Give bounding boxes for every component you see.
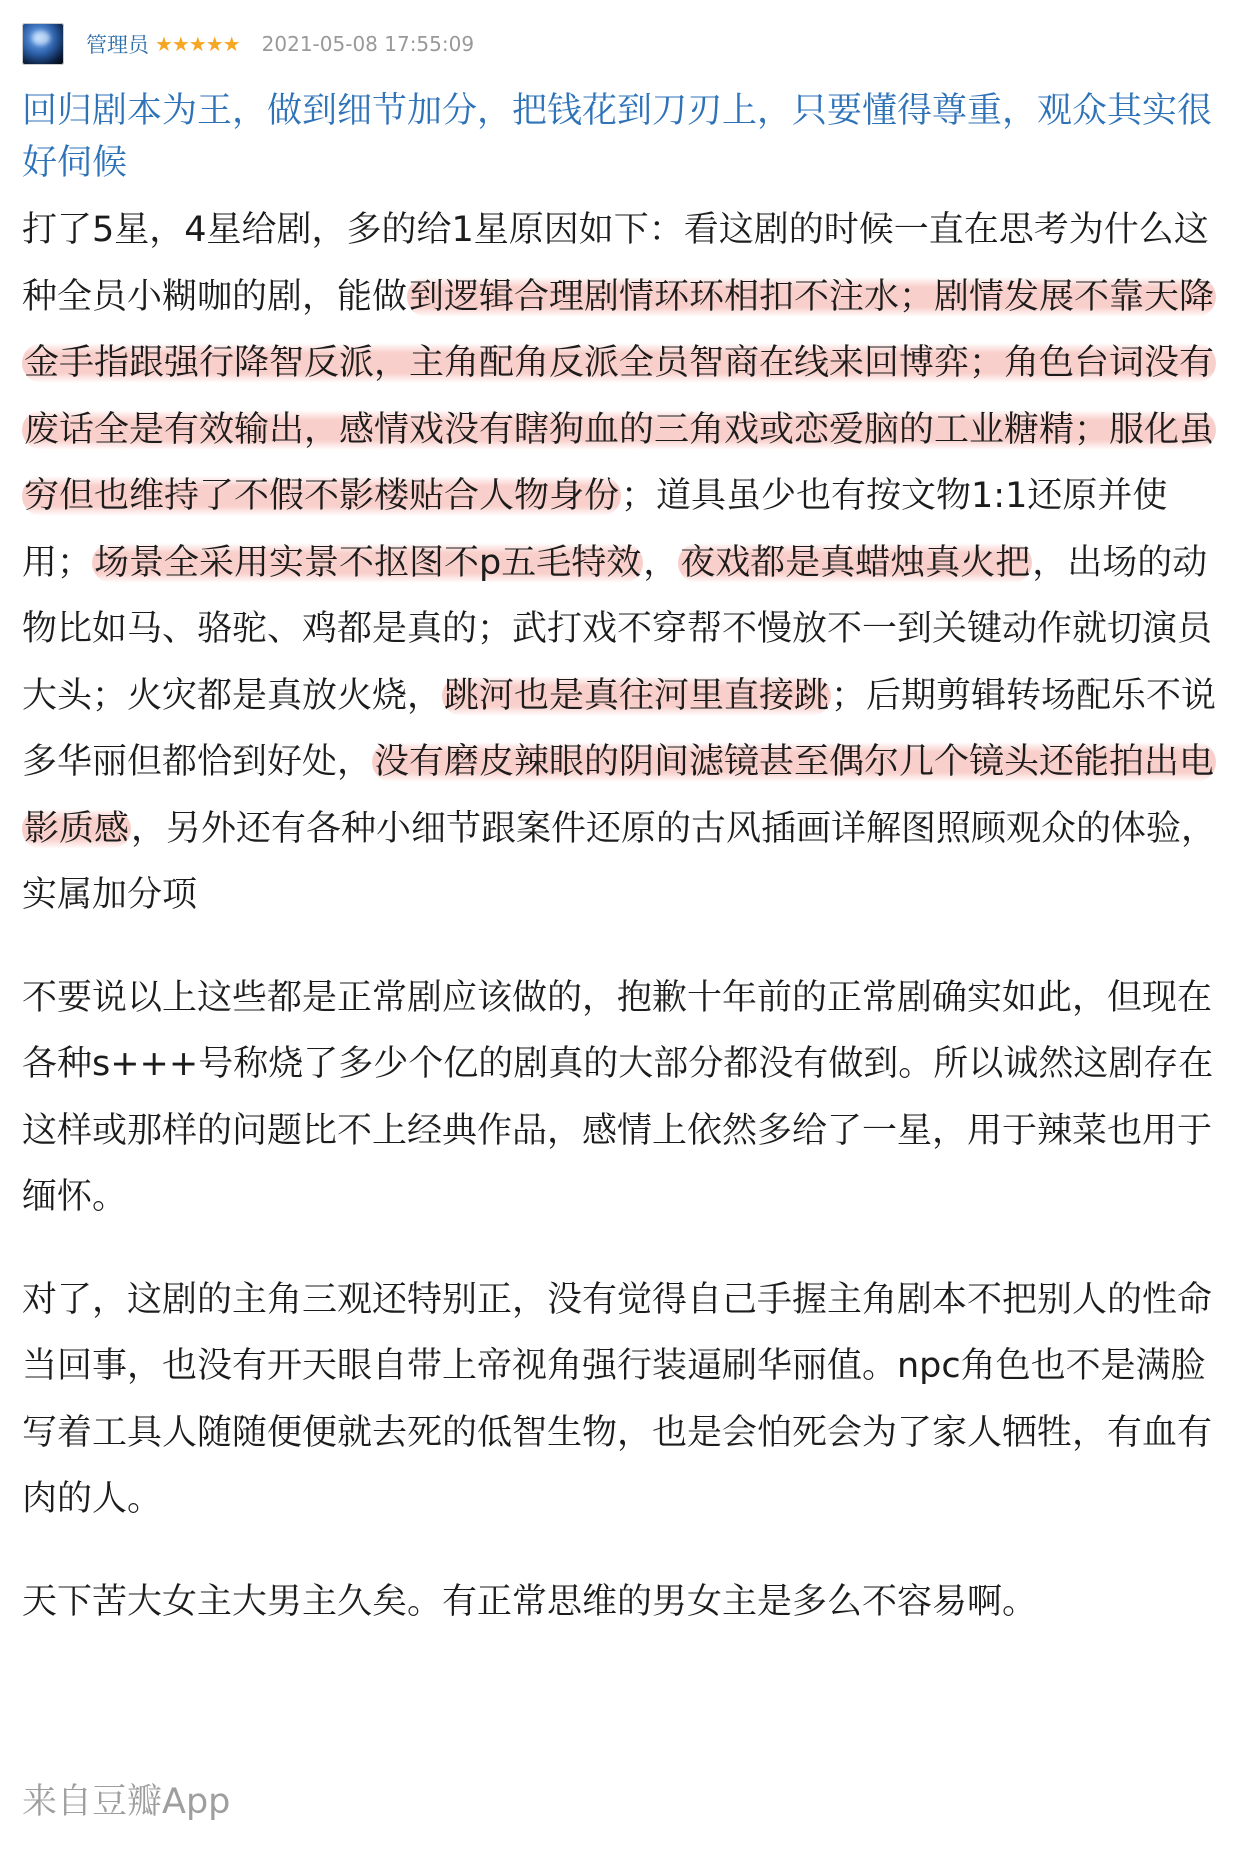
review-header	[22, 22, 474, 66]
username-link[interactable]: 管理员	[86, 33, 149, 57]
paragraph-3: 对了，这剧的主角三观还特别正，没有觉得自己手握主角剧本不把别人的性命当回事，也没有开天眼自带上帝视角强行装逼刷华丽值。npc角色也不是满脸写着工具人随随便便就去死的低智生物，也是会怕死会为了家人牺牲，有血有肉的人。	[22, 1279, 1213, 1519]
paragraph-1	[22, 197, 1222, 929]
highlighted-text: 没有磨皮辣眼的阴间滤镜甚至偶尔几个镜头还能拍出电影质感	[24, 742, 1215, 849]
timestamp: 2021-05-08 17:55:09	[261, 32, 475, 56]
paragraph-text: ；后期剪辑转场配乐不说多华丽但都恰到好处，	[22, 675, 1217, 782]
paragraph-text: ，	[643, 542, 679, 583]
review-title[interactable]: 回归剧本为王，做到细节加分，把钱花到刀刃上，只要懂得尊重，观众其实很好伺候	[22, 91, 1213, 183]
paragraph-4: 天下苦大女主大男主久矣。有正常思维的男女主是多么不容易啊。	[22, 1581, 1038, 1622]
rating-stars-icon: ★★★★★	[155, 32, 240, 56]
highlighted-text: 夜戏都是真蜡烛真火把	[680, 542, 1031, 583]
paragraph-text: 打了5星，4星给剧，多的给1星原因如下：看这剧的时候一直在思考为什么这种全员小糊咖的剧，能做	[22, 210, 1209, 317]
paragraph-text: ；道具虽少也有按文物1:1还原并使用；	[22, 476, 1168, 583]
highlighted-text: 到逻辑合理剧情环环相扣不注水；剧情发展不靠天降金手指跟强行降智反派，主角配角反派全员智商在线来回博弈；角色台词没有废话全是有效输出，感情戏没有瞎狗血的三角戏或恋爱脑的工业糖精；服化虽穷但也维持了不假不影楼贴合人物身份	[24, 276, 1215, 516]
paragraph-text: ，出场的动物比如马、骆驼、鸡都是真的；武打戏不穿帮不慢放不一到关键动作就切演员大头；火灾都是真放火烧，	[22, 542, 1213, 716]
earth-avatar-icon[interactable]	[22, 23, 64, 65]
highlighted-text: 场景全采用实景不抠图不p五毛特效	[94, 542, 642, 583]
highlighted-text: 跳河也是真往河里直接跳	[444, 675, 830, 716]
paragraph-text: ，另外还有各种小细节跟案件还原的古风插画详解图照顾观众的体验，实属加分项	[22, 808, 1217, 915]
source-label[interactable]: 来自豆瓣App	[22, 1782, 231, 1822]
review-body	[22, 197, 1222, 1635]
paragraph-2: 不要说以上这些都是正常剧应该做的，抱歉十年前的正常剧确实如此，但现在各种s+++号称烧了多少个亿的剧真的大部分都没有做到。所以诚然这剧存在这样或那样的问题比不上经典作品，感情上依然多给了一星，用于辣菜也用于缅怀。	[22, 977, 1214, 1217]
